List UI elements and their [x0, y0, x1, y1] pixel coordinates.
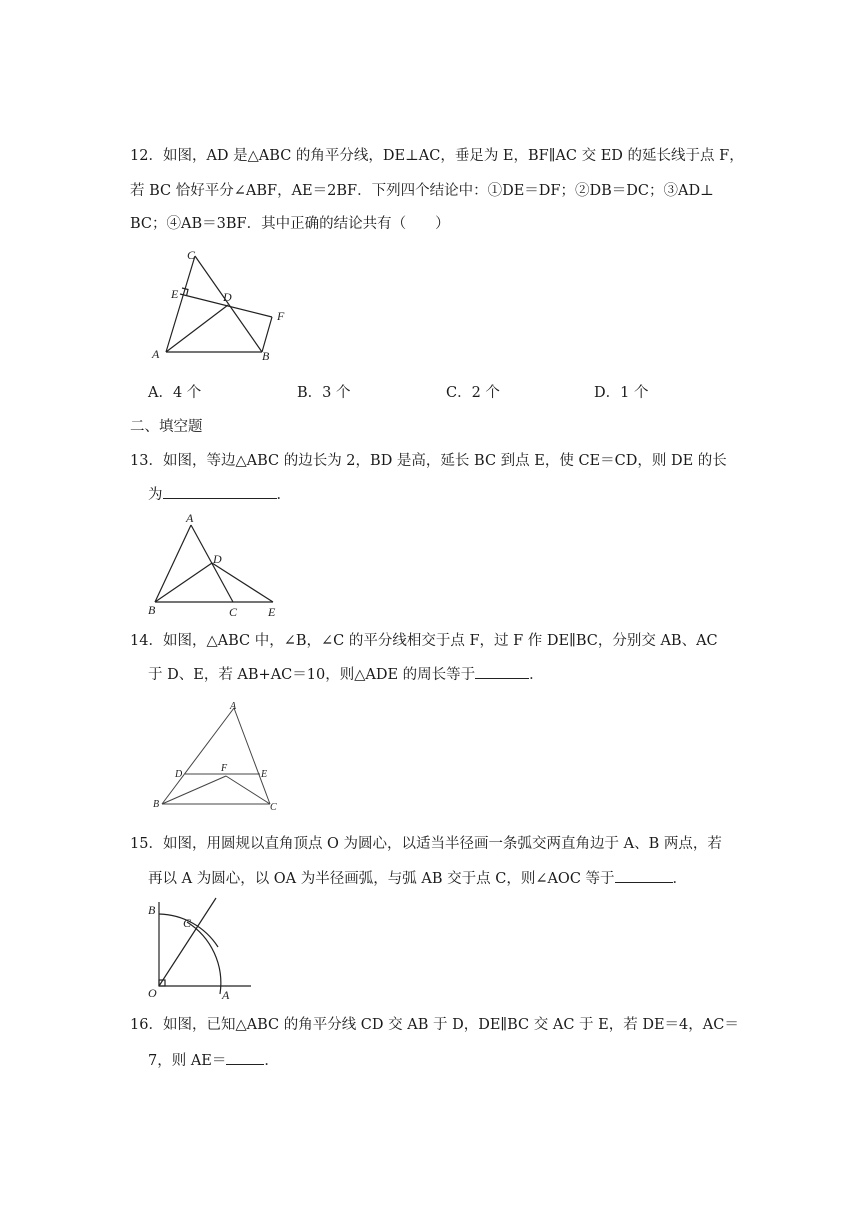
- q16-line1: 16．如图，已知△ABC 的角平分线 CD 交 AB 于 D，DE∥BC 交 AC 于 E，若 DE＝4，AC＝: [130, 1017, 739, 1033]
- q13-segment-ab: [155, 525, 191, 602]
- q13-prefix: 为: [148, 487, 163, 503]
- q14-suffix: ．: [529, 667, 544, 683]
- q15-line1: 15．如图，用圆规以直角顶点 O 为圆心，以适当半径画一条弧交两直角边于 A、B 两点，若: [130, 836, 722, 852]
- q12-label-b: B: [262, 349, 270, 363]
- q15-label-b: B: [148, 903, 156, 917]
- q12-line3: BC；④AB＝3BF．其中正确的结论共有（ ）: [130, 216, 450, 232]
- q12-option-c[interactable]: C．2 个: [446, 385, 500, 401]
- q12-line2: 若 BC 恰好平分∠ABF，AE＝2BF．下列四个结论中：①DE＝DF；②DB＝DC；③AD⊥: [130, 183, 714, 199]
- q12-option-d[interactable]: D．1 个: [594, 385, 649, 401]
- q15-prefix: 再以 A 为圆心，以 OA 为半径画弧，与弧 AB 交于点 C，则∠AOC 等于: [148, 871, 615, 887]
- q12-option-a[interactable]: A．4 个: [148, 385, 202, 401]
- q15-arc-from-a: [187, 922, 221, 994]
- q14-prefix: 于 D、E，若 AB+AC＝10，则△ADE 的周长等于: [148, 667, 476, 683]
- q13-label-c: C: [229, 605, 238, 619]
- q13-label-d: D: [213, 552, 222, 566]
- q12-segment-cb: [195, 256, 262, 352]
- q14-segment-bf: [162, 776, 226, 804]
- q13-answer-blank[interactable]: [163, 484, 277, 499]
- q12-label-f: F: [277, 309, 285, 323]
- q15-line2: [148, 868, 687, 889]
- q13-line1: 13．如图，等边△ABC 的边长为 2，BD 是高，延长 BC 到点 E，使 CE＝CD，则 DE 的长: [130, 453, 727, 469]
- q12-line1: 12．如图，AD 是△ABC 的角平分线，DE⊥AC，垂足为 E，BF∥AC 交 ED 的延长线于点 F，: [130, 148, 744, 164]
- q12-option-b[interactable]: B．3 个: [297, 385, 351, 401]
- q13-line2: [148, 484, 291, 505]
- q15-label-o: O: [148, 986, 157, 1000]
- q16-suffix: ．: [264, 1053, 279, 1069]
- q12-label-e: E: [171, 287, 179, 301]
- q16-line2: [148, 1050, 279, 1071]
- q13-suffix: ．: [276, 487, 291, 503]
- q14-label-e: E: [261, 769, 268, 780]
- q14-line1: 14．如图，△ABC 中，∠B，∠C 的平分线相交于点 F，过 F 作 DE∥BC，分别交 AB、AC: [130, 633, 718, 649]
- q13-label-a: A: [186, 511, 194, 525]
- q13-segment-de: [212, 563, 273, 602]
- q14-answer-blank[interactable]: [475, 664, 529, 679]
- q14-segment-ac: [234, 708, 270, 804]
- q13-figure: [140, 510, 290, 620]
- q12-segment-bf: [262, 317, 272, 352]
- q14-segment-cf: [226, 776, 270, 804]
- q15-suffix: ．: [672, 871, 688, 887]
- q14-line2: [148, 664, 544, 685]
- q14-segment-ab: [162, 708, 234, 804]
- q14-label-f: F: [221, 763, 228, 774]
- q14-label-a: A: [230, 701, 237, 712]
- q13-label-b: B: [148, 603, 156, 617]
- q12-label-c: C: [187, 248, 196, 262]
- q12-segment-ad: [166, 305, 228, 352]
- q12-figure: [140, 248, 300, 368]
- q14-figure: [148, 698, 288, 814]
- q14-label-c: C: [270, 802, 277, 813]
- q16-answer-blank[interactable]: [226, 1050, 264, 1065]
- q14-label-d: D: [175, 769, 183, 780]
- q15-label-c: C: [183, 916, 192, 930]
- q12-label-a: A: [152, 347, 160, 361]
- q13-label-e: E: [268, 605, 276, 619]
- q12-label-d: D: [223, 290, 232, 304]
- q15-figure: [146, 894, 256, 1006]
- q16-prefix: 7，则 AE＝: [148, 1053, 227, 1069]
- section-title: 二、填空题: [130, 419, 203, 435]
- q15-answer-blank[interactable]: [615, 868, 673, 883]
- q14-label-b: B: [153, 799, 160, 810]
- q15-label-a: A: [222, 988, 230, 1002]
- q12-segment-ac: [166, 256, 195, 352]
